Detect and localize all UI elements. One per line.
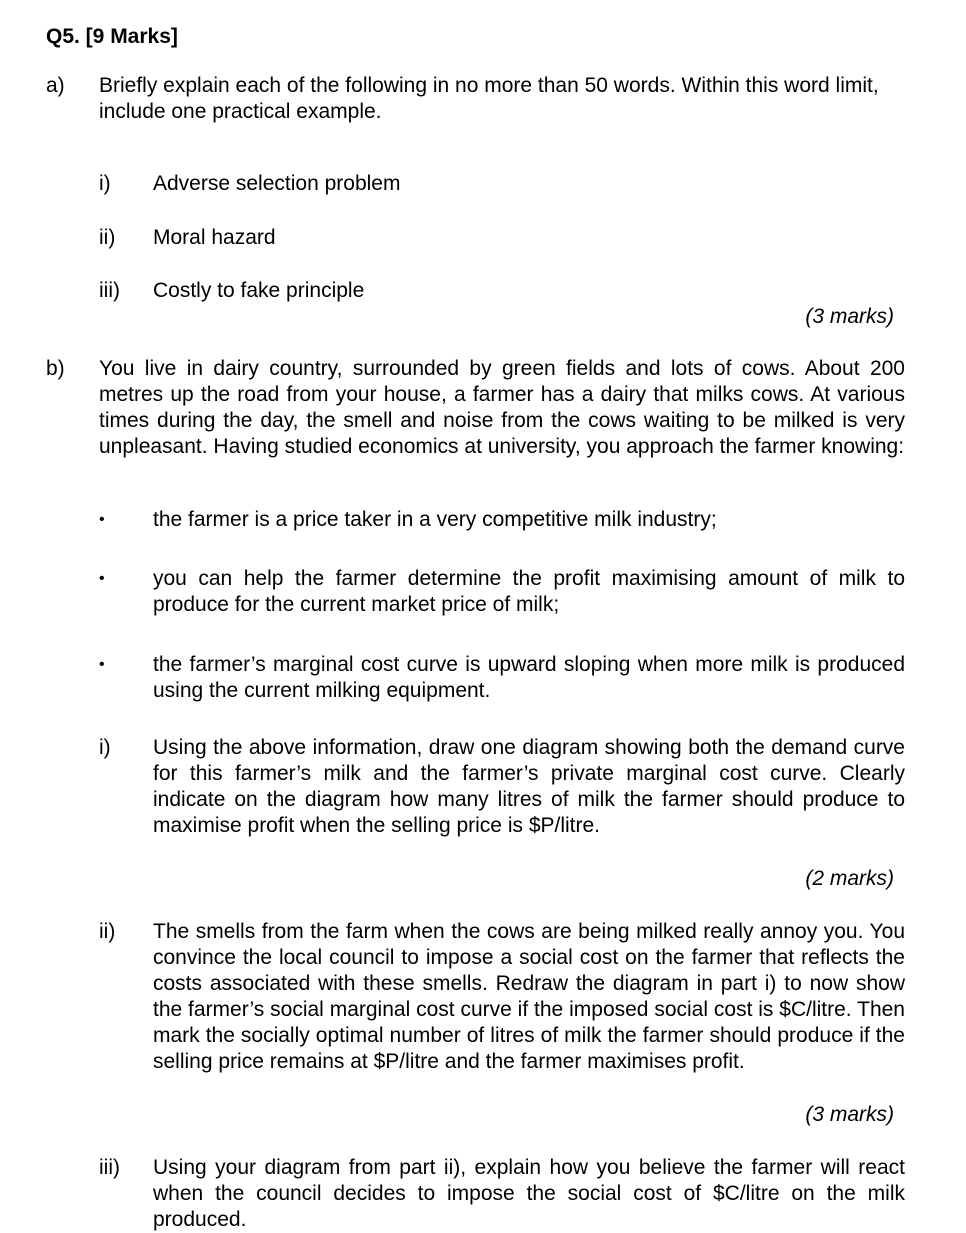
part-b-text: You live in dairy country, surrounded by green fields and lots of cows. About 200 metres up the road from your house, a farmer has a dairy that milks cows. At various times during the day, the smell and noise from the cows waiting to be milked is very unpleasant. Having studied economics at university, you approach the farmer knowing: <box>99 357 905 458</box>
bullet-symbol: • <box>99 511 105 528</box>
bullet-symbol: • <box>99 656 105 673</box>
part-b-question-label: ii) <box>99 920 116 943</box>
part-b-ii-marks: (3 marks) <box>805 1103 894 1126</box>
part-a-marks: (3 marks) <box>805 305 894 328</box>
part-b-i-marks: (2 marks) <box>805 867 894 890</box>
part-b-label: b) <box>46 357 65 380</box>
question-title: Q5. [9 Marks] <box>46 25 178 48</box>
bullet-text: the farmer’s marginal cost curve is upward sloping when more milk is produced using the current milking equipment. <box>153 653 905 702</box>
part-a-label: a) <box>46 74 65 97</box>
part-b-question-text: Using your diagram from part ii), explain how you believe the farmer will react when the council decides to impose the social cost of $C/litre on the milk produced. <box>153 1156 905 1231</box>
part-a-item-text: Costly to fake principle <box>153 279 365 302</box>
part-a-item-label: ii) <box>99 226 116 249</box>
part-a-item-label: iii) <box>99 279 120 302</box>
part-b-question-text: Using the above information, draw one diagram showing both the demand curve for this farmer’s milk and the farmer’s private marginal cost curve. Clearly indicate on the diagram how many litres of milk the farmer should produce to maximise profit when the selling price is $P/litre. <box>153 736 905 837</box>
bullet-symbol: • <box>99 570 105 587</box>
part-a-text: Briefly explain each of the following in no more than 50 words. Within this word limit, include one practical example. <box>99 74 879 123</box>
part-a-item-text: Adverse selection problem <box>153 172 401 195</box>
part-b-question-label: i) <box>99 736 111 759</box>
bullet-text: the farmer is a price taker in a very competitive milk industry; <box>153 508 717 531</box>
part-b-question-text: The smells from the farm when the cows are being milked really annoy you. You convince the local council to impose a social cost on the farmer that reflects the costs associated with these smells. Redraw the diagram in part i) to now show the farmer’s social marginal cost curve if the imposed social cost is $C/litre. Then mark the socially optimal number of litres of milk the farmer should produce if the selling price remains at $P/litre and the farmer maximises profit. <box>153 920 905 1073</box>
part-a-item-text: Moral hazard <box>153 226 276 249</box>
part-a-item-label: i) <box>99 172 111 195</box>
bullet-text: you can help the farmer determine the profit maximising amount of milk to produce for the current market price of milk; <box>153 567 905 616</box>
part-b-question-label: iii) <box>99 1156 120 1179</box>
